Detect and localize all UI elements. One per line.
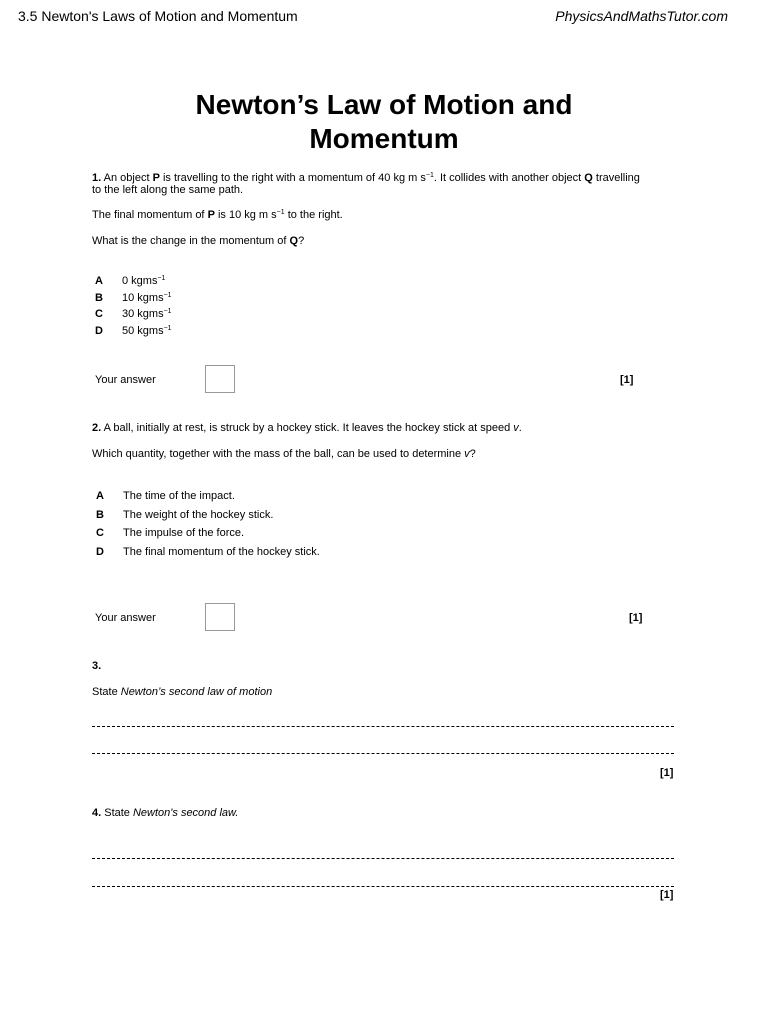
q2-number: 2. xyxy=(92,422,102,434)
option-text: The time of the impact. xyxy=(123,490,235,502)
q2-your-answer-label: Your answer xyxy=(95,612,156,624)
q2-text: . xyxy=(518,422,522,434)
q1-final-object-p: P xyxy=(207,209,215,221)
q1-answer-box[interactable] xyxy=(205,365,235,393)
q4-marks: [1] xyxy=(660,889,674,901)
option-superscript: −1 xyxy=(163,324,172,332)
option-letter: A xyxy=(95,275,103,287)
option-text: 30 kgms xyxy=(122,308,164,320)
q2-options xyxy=(96,490,320,565)
option-text: The final momentum of the hockey stick. xyxy=(123,546,320,559)
q1-question xyxy=(92,235,304,247)
header-site: PhysicsAndMathsTutor.com xyxy=(555,8,728,24)
q2-option-c[interactable] xyxy=(96,527,320,546)
q1-question-text: What is the change in the momentum of xyxy=(92,235,290,247)
q1-final-text: The final momentum of xyxy=(92,209,208,221)
option-text: 10 kgms xyxy=(122,291,164,304)
q1-object-q: Q xyxy=(584,172,593,184)
q2-answer-box[interactable] xyxy=(205,603,235,631)
q2-question-text: Which quantity, together with the mass of the ball, can be used to determine xyxy=(92,448,465,460)
option-letter: D xyxy=(95,324,103,337)
q1-text: An object xyxy=(101,172,153,184)
option-superscript: −1 xyxy=(157,275,166,282)
q4-number: 4. xyxy=(92,807,102,819)
option-superscript: −1 xyxy=(163,291,172,299)
q1-superscript: −1 xyxy=(425,172,434,179)
title-line-1: Newton’s Law of Motion and xyxy=(195,89,573,120)
q1-object-p: P xyxy=(152,172,160,184)
option-letter: B xyxy=(96,508,104,521)
q3-answer-line-2[interactable] xyxy=(92,753,674,754)
q3-law-name: Newton’s second law of motion xyxy=(120,686,273,698)
q4-law-name: Newton's second law. xyxy=(132,807,239,819)
q1-your-answer-label: Your answer xyxy=(95,374,156,386)
option-letter: A xyxy=(96,490,104,502)
q4-text: State xyxy=(101,807,133,819)
q1-stem xyxy=(92,172,692,196)
q3-text: State xyxy=(92,686,121,698)
q2-question-mark: ? xyxy=(469,448,476,460)
option-letter: C xyxy=(96,527,104,540)
option-letter: B xyxy=(95,291,103,304)
q1-text: is travelling to the right with a momentum of 40 kg m s xyxy=(159,172,426,184)
option-text: The weight of the hockey stick. xyxy=(123,508,274,521)
q1-final-superscript: −1 xyxy=(276,209,285,216)
q3-marks: [1] xyxy=(660,767,674,779)
header-topic: 3.5 Newton's Laws of Motion and Momentum xyxy=(18,8,298,24)
q1-text: travelling xyxy=(592,172,640,184)
q2-marks: [1] xyxy=(629,612,643,624)
q3-question xyxy=(92,686,272,698)
q2-option-d[interactable] xyxy=(96,546,320,565)
title-line-2: Momentum xyxy=(309,123,459,154)
option-letter: C xyxy=(95,308,103,320)
q1-final-momentum xyxy=(92,209,343,221)
q1-question-object: Q xyxy=(289,235,299,247)
page-title xyxy=(0,88,768,156)
q1-options xyxy=(95,275,172,341)
q2-stem xyxy=(92,422,522,434)
option-text: 50 kgms xyxy=(122,324,164,337)
q1-question-mark: ? xyxy=(298,235,305,247)
q1-option-a[interactable] xyxy=(95,275,172,292)
q2-question xyxy=(92,448,476,460)
q4-answer-line-2[interactable] xyxy=(92,886,674,887)
q1-number: 1. xyxy=(92,172,102,184)
q1-final-text: to the right. xyxy=(284,209,343,221)
q1-final-text: is 10 kg m s xyxy=(214,209,277,221)
q2-text: A ball, initially at rest, is struck by a hockey stick. It leaves the hockey stick at speed xyxy=(101,422,514,434)
q1-marks: [1] xyxy=(620,374,634,386)
option-text: The impulse of the force. xyxy=(123,527,245,540)
option-superscript: −1 xyxy=(163,308,172,315)
q2-option-b[interactable] xyxy=(96,509,320,528)
q2-speed-symbol: v xyxy=(513,422,519,434)
q3-number: 3. xyxy=(92,660,102,672)
option-letter: D xyxy=(96,546,104,559)
option-text: 0 kgms xyxy=(122,275,158,287)
q2-speed-symbol: v xyxy=(464,448,470,460)
q2-option-a[interactable] xyxy=(96,490,320,509)
q1-option-b[interactable] xyxy=(95,292,172,309)
q1-option-d[interactable] xyxy=(95,325,172,342)
q1-option-c[interactable] xyxy=(95,308,172,325)
q3-answer-line-1[interactable] xyxy=(92,726,674,727)
q4-question xyxy=(92,807,238,819)
q4-answer-line-1[interactable] xyxy=(92,858,674,859)
q1-text-line2: to the left along the same path. xyxy=(92,184,244,196)
q1-text: . It collides with another object xyxy=(433,172,585,184)
